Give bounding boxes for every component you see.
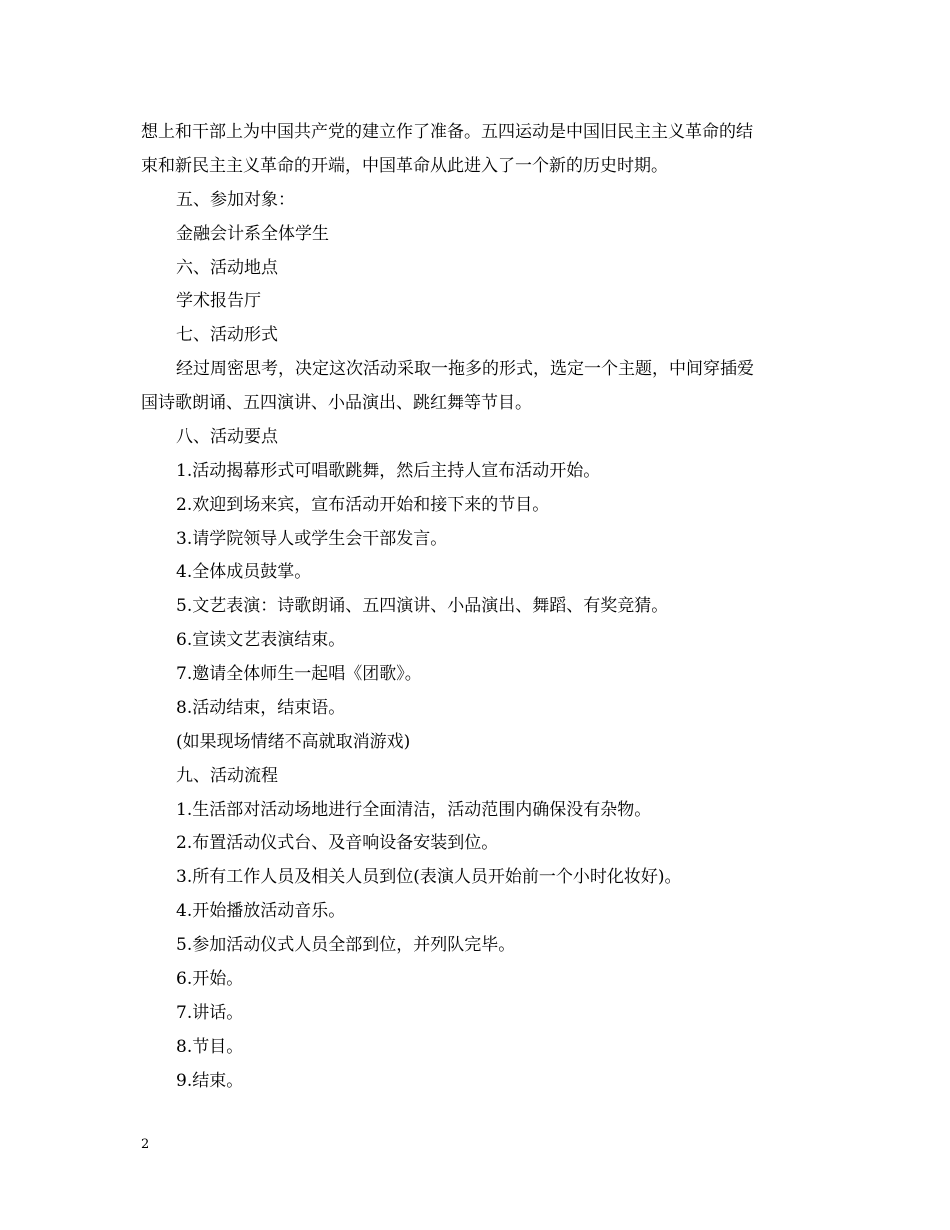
list-item: 8.节目。 bbox=[176, 1037, 244, 1057]
paragraph-line: 金融会计系全体学生 bbox=[176, 224, 329, 244]
list-item: 1.活动揭幕形式可唱歌跳舞，然后主持人宣布活动开始。 bbox=[176, 461, 601, 481]
section-heading: 八、活动要点 bbox=[176, 427, 278, 447]
note-line: (如果现场情绪不高就取消游戏) bbox=[176, 732, 411, 752]
paragraph-line: 经过周密思考，决定这次活动采取一拖多的形式，选定一个主题，中间穿插爱 bbox=[176, 359, 754, 379]
section-heading: 九、活动流程 bbox=[176, 766, 278, 786]
page-number: 2 bbox=[141, 1137, 150, 1152]
list-item: 9.结束。 bbox=[176, 1071, 244, 1091]
paragraph-line: 学术报告厅 bbox=[176, 291, 261, 311]
list-item: 6.开始。 bbox=[176, 969, 244, 989]
list-item: 2.布置活动仪式台、及音响设备安装到位。 bbox=[176, 833, 499, 853]
list-item: 6.宣读文艺表演结束。 bbox=[176, 630, 346, 650]
paragraph-line: 想上和干部上为中国共产党的建立作了准备。五四运动是中国旧民主主义革命的结 bbox=[141, 122, 753, 142]
list-item: 4.开始播放活动音乐。 bbox=[176, 901, 346, 921]
paragraph-line: 束和新民主主义革命的开端，中国革命从此进入了一个新的历史时期。 bbox=[141, 156, 668, 176]
list-item: 8.活动结束，结束语。 bbox=[176, 698, 346, 718]
list-item: 7.讲话。 bbox=[176, 1003, 244, 1023]
list-item: 3.请学院领导人或学生会干部发言。 bbox=[176, 529, 448, 549]
list-item: 2.欢迎到场来宾，宣布活动开始和接下来的节目。 bbox=[176, 495, 550, 515]
list-item: 3.所有工作人员及相关人员到位(表演人员开始前一个小时化妆好)。 bbox=[176, 867, 682, 887]
list-item: 4.全体成员鼓掌。 bbox=[176, 562, 312, 582]
list-item: 5.文艺表演：诗歌朗诵、五四演讲、小品演出、舞蹈、有奖竞猜。 bbox=[176, 596, 669, 616]
section-heading: 五、参加对象： bbox=[176, 190, 295, 210]
section-heading: 六、活动地点 bbox=[176, 258, 278, 278]
list-item: 5.参加活动仪式人员全部到位，并列队完毕。 bbox=[176, 935, 516, 955]
paragraph-line: 国诗歌朗诵、五四演讲、小品演出、跳红舞等节目。 bbox=[141, 393, 532, 413]
list-item: 7.邀请全体师生一起唱《团歌》。 bbox=[176, 664, 422, 684]
section-heading: 七、活动形式 bbox=[176, 325, 278, 345]
list-item: 1.生活部对活动场地进行全面清洁，活动范围内确保没有杂物。 bbox=[176, 800, 652, 820]
